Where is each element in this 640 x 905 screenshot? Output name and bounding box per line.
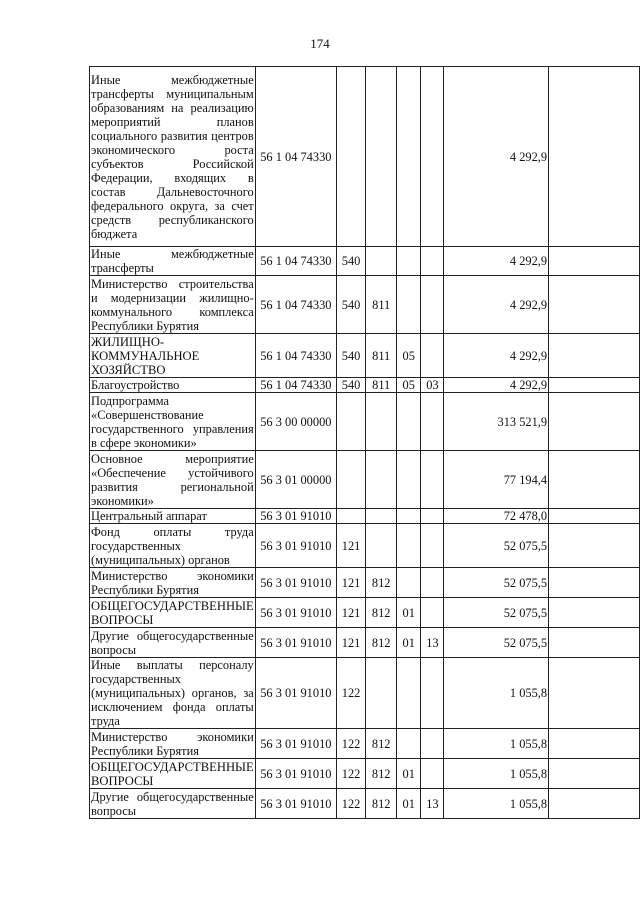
section-code <box>397 247 421 276</box>
section-code: 05 <box>397 334 421 378</box>
table-row <box>90 451 640 509</box>
table-row <box>90 509 640 524</box>
target-article-code: 56 3 01 91010 <box>255 524 336 568</box>
table-row <box>90 276 640 334</box>
expense-type-code <box>336 393 365 451</box>
target-article-code: 56 1 04 74330 <box>255 378 336 393</box>
section-code <box>397 568 421 598</box>
target-article-code: 56 3 01 00000 <box>255 451 336 509</box>
section-code <box>397 524 421 568</box>
expense-type-code: 122 <box>336 658 365 729</box>
expense-type-code: 540 <box>336 247 365 276</box>
empty-cell <box>549 658 640 729</box>
section-code: 01 <box>397 628 421 658</box>
row-name: Другие общегосударственные вопросы <box>91 789 254 818</box>
subsection-code <box>421 276 444 334</box>
target-article-code: 56 1 04 74330 <box>255 247 336 276</box>
table-row <box>90 568 640 598</box>
subsection-code <box>421 334 444 378</box>
table-row <box>90 789 640 819</box>
amount: 52 075,5 <box>444 628 549 658</box>
expense-type-code: 122 <box>336 729 365 759</box>
administrator-code: 811 <box>366 378 397 393</box>
administrator-code: 812 <box>366 759 397 789</box>
target-article-code: 56 3 01 91010 <box>255 568 336 598</box>
table-row <box>90 247 640 276</box>
table-row <box>90 628 640 658</box>
section-code: 01 <box>397 598 421 628</box>
expense-type-code <box>336 451 365 509</box>
target-article-code: 56 3 01 91010 <box>255 628 336 658</box>
row-name: Основное мероприятие «Обеспечение устойчивого развития региональной экономики» <box>91 451 254 508</box>
empty-cell <box>549 598 640 628</box>
section-code: 01 <box>397 759 421 789</box>
amount: 52 075,5 <box>444 524 549 568</box>
amount: 72 478,0 <box>444 509 549 524</box>
row-name: Подпрограмма «Совершенствование государственного управления в сфере экономики» <box>91 393 254 450</box>
expense-type-code: 540 <box>336 334 365 378</box>
amount: 77 194,4 <box>444 451 549 509</box>
administrator-code: 811 <box>366 334 397 378</box>
table-row <box>90 393 640 451</box>
subsection-code <box>421 759 444 789</box>
empty-cell <box>549 67 640 247</box>
target-article-code: 56 1 04 74330 <box>255 276 336 334</box>
section-code <box>397 276 421 334</box>
expense-type-code <box>336 67 365 247</box>
target-article-code: 56 3 01 91010 <box>255 789 336 819</box>
empty-cell <box>549 524 640 568</box>
amount: 4 292,9 <box>444 67 549 247</box>
target-article-code: 56 1 04 74330 <box>255 334 336 378</box>
amount: 52 075,5 <box>444 568 549 598</box>
administrator-code <box>366 509 397 524</box>
target-article-code: 56 3 01 91010 <box>255 598 336 628</box>
subsection-code <box>421 658 444 729</box>
target-article-code: 56 3 01 91010 <box>255 509 336 524</box>
subsection-code <box>421 568 444 598</box>
subsection-code <box>421 451 444 509</box>
administrator-code <box>366 524 397 568</box>
amount: 4 292,9 <box>444 276 549 334</box>
empty-cell <box>549 393 640 451</box>
section-code <box>397 509 421 524</box>
subsection-code <box>421 729 444 759</box>
budget-table <box>89 66 640 819</box>
amount: 313 521,9 <box>444 393 549 451</box>
section-code <box>397 729 421 759</box>
administrator-code <box>366 393 397 451</box>
subsection-code: 03 <box>421 378 444 393</box>
amount: 4 292,9 <box>444 334 549 378</box>
section-code <box>397 658 421 729</box>
row-name: Министерство строительства и модернизации жилищно-коммунального комплекса Республики Бурятия <box>91 276 254 333</box>
subsection-code <box>421 67 444 247</box>
administrator-code <box>366 67 397 247</box>
empty-cell <box>549 276 640 334</box>
expense-type-code: 121 <box>336 628 365 658</box>
section-code <box>397 67 421 247</box>
table-row <box>90 524 640 568</box>
administrator-code: 811 <box>366 276 397 334</box>
administrator-code <box>366 247 397 276</box>
amount: 4 292,9 <box>444 247 549 276</box>
expense-type-code: 122 <box>336 789 365 819</box>
subsection-code <box>421 393 444 451</box>
empty-cell <box>549 568 640 598</box>
empty-cell <box>549 451 640 509</box>
section-code: 01 <box>397 789 421 819</box>
amount: 4 292,9 <box>444 378 549 393</box>
row-name: Центральный аппарат <box>90 509 256 524</box>
subsection-code <box>421 524 444 568</box>
administrator-code <box>366 451 397 509</box>
subsection-code: 13 <box>421 789 444 819</box>
administrator-code <box>366 658 397 729</box>
row-name: Министерство экономики Республики Бурятия <box>91 568 254 597</box>
empty-cell <box>549 378 640 393</box>
administrator-code: 812 <box>366 598 397 628</box>
subsection-code <box>421 598 444 628</box>
table-row <box>90 729 640 759</box>
row-name: Иные межбюджетные трансферты муниципальным образованиям на реализацию мероприятий планов социального развития центров экономического роста субъектов Российской Федерации, входящих в состав Дальневосточного федерального округа, за счет средств республиканского бюджета <box>90 67 256 247</box>
administrator-code: 812 <box>366 789 397 819</box>
subsection-code <box>421 509 444 524</box>
target-article-code: 56 3 01 91010 <box>255 658 336 729</box>
target-article-code: 56 3 00 00000 <box>255 393 336 451</box>
row-name: Благоустройство <box>90 378 256 393</box>
subsection-code: 13 <box>421 628 444 658</box>
page-number: 174 <box>310 36 330 51</box>
empty-cell <box>549 334 640 378</box>
subsection-code <box>421 247 444 276</box>
empty-cell <box>549 509 640 524</box>
target-article-code: 56 3 01 91010 <box>255 759 336 789</box>
expense-type-code: 121 <box>336 524 365 568</box>
expense-type-code: 121 <box>336 568 365 598</box>
row-name: Иные межбюджетные трансферты <box>91 247 254 275</box>
table-row <box>90 334 640 378</box>
target-article-code: 56 3 01 91010 <box>255 729 336 759</box>
expense-type-code: 122 <box>336 759 365 789</box>
row-name: Иные выплаты персоналу государственных (муниципальных) органов, за исключением фонда оплаты труда <box>91 658 254 728</box>
expense-type-code <box>336 509 365 524</box>
amount: 1 055,8 <box>444 658 549 729</box>
amount: 1 055,8 <box>444 759 549 789</box>
target-article-code: 56 1 04 74330 <box>255 67 336 247</box>
table-row <box>90 598 640 628</box>
administrator-code: 812 <box>366 628 397 658</box>
expense-type-code: 540 <box>336 378 365 393</box>
amount: 1 055,8 <box>444 789 549 819</box>
amount: 52 075,5 <box>444 598 549 628</box>
administrator-code: 812 <box>366 568 397 598</box>
section-code: 05 <box>397 378 421 393</box>
expense-type-code: 121 <box>336 598 365 628</box>
section-code <box>397 451 421 509</box>
expense-type-code: 540 <box>336 276 365 334</box>
amount: 1 055,8 <box>444 729 549 759</box>
row-name: ОБЩЕГОСУДАРСТВЕННЫЕ ВОПРОСЫ <box>91 759 254 788</box>
row-name: Другие общегосударственные вопросы <box>91 628 254 657</box>
administrator-code: 812 <box>366 729 397 759</box>
table-row <box>90 759 640 789</box>
row-name: Министерство экономики Республики Бурятия <box>91 729 254 758</box>
empty-cell <box>549 628 640 658</box>
empty-cell <box>549 789 640 819</box>
row-name: Фонд оплаты труда государственных (муниципальных) органов <box>91 524 254 567</box>
row-name: ОБЩЕГОСУДАРСТВЕННЫЕ ВОПРОСЫ <box>91 598 254 627</box>
table-row <box>90 378 640 393</box>
empty-cell <box>549 247 640 276</box>
row-name: ЖИЛИЩНО-КОММУНАЛЬНОЕ ХОЗЯЙСТВО <box>90 334 256 378</box>
empty-cell <box>549 759 640 789</box>
table-row <box>90 658 640 729</box>
empty-cell <box>549 729 640 759</box>
section-code <box>397 393 421 451</box>
table-row <box>90 67 640 247</box>
